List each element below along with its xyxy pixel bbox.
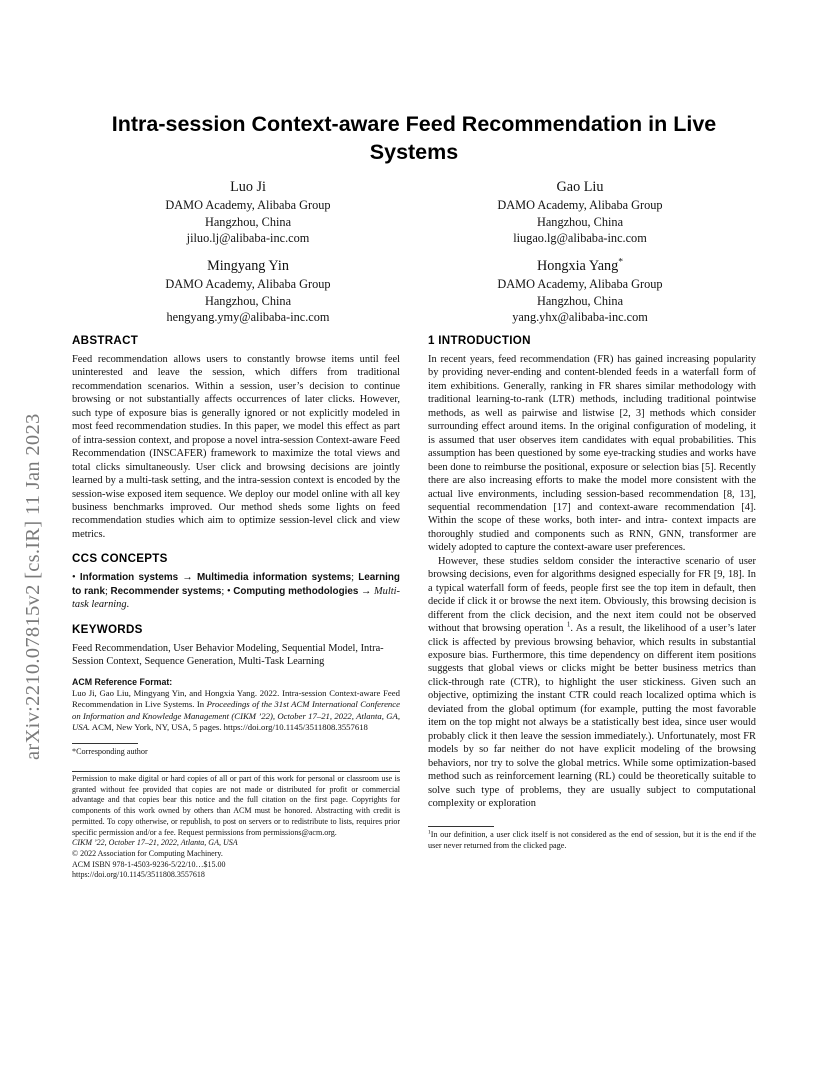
footnote	[428, 830, 756, 852]
ccs-heading: CCS CONCEPTS	[72, 552, 168, 566]
permission-block	[72, 774, 400, 881]
author-location: Hangzhou, China	[204, 214, 292, 229]
acm-reference	[72, 677, 400, 734]
permission-text: Permission to make digital or hard copies of all or part of this work for personal or classroom use is granted without fee provided that copies are not made or distributed for profit or commercial advantage and that copies bear this notice and the full citation on the first page. Copyrights for components of this work owned by others than ACM must be honored. Abstracting with credit is permitted. To copy otherwise, or republish, to post on servers or to redistribute to lists, requires prior specific permission and/or a fee. Request permissions from permissions@acm.org.	[72, 774, 400, 837]
footnote-marker: 1	[566, 620, 571, 629]
footnote-rule	[428, 826, 494, 827]
ccs-concepts: • Information systems → Multimedia information systems; Learning to rank; Recommender systems; • Computing methodologies → Multi-task learning.	[72, 572, 400, 611]
keywords-heading: KEYWORDS	[72, 622, 143, 636]
paper-title: Intra-session Context-aware Feed Recommendation in Live Systems	[111, 112, 717, 164]
arxiv-identifier: arXiv:2210.07815v2 [cs.IR] 11 Jan 2023	[22, 413, 44, 760]
abstract-heading: ABSTRACT	[72, 334, 139, 347]
author-email: liugao.lg@alibaba-inc.com	[513, 231, 647, 245]
permission-rule	[72, 771, 400, 772]
author-affiliation: DAMO Academy, Alibaba Group	[165, 277, 331, 291]
intro-paragraph-2: However, these studies seldom consider the interactive scenario of user browsing decisions, even for algorithms designed especially for FR [9, 18]. In a typical waterfall form of feeds, people first see the top item in default, then decide if click it or browse the next item. Obviously, this browsing decision is different from the click decision, and the next item could not be observed without that browsing operation $^1$. As a result, the likelihood of a user’s later click is affected by previous browsing behavior, which results in substantial exposure bias. Furthermore, this time dependency on different item positions suggests that global views or clicks might be better business metrics than click-through rate (CTR), to highlight the user stickiness. Given such an objective, optimizing the instant CTR could reach localized optima which is deviated from the global optimum (for example, putting the most favorable item on the top might not always be a statistically best idea, since user would probably click it then leave the session immediately.). Unfortunately, most FR models by so far neither do not have explicit modeling of the browsing behaviors, nor try to solve the global metrics. While some optimization-based method such as reinforcement learning (RL) could be theoretically suitable to solve such type of problems, they are usually subject to computational complexity or exploration	[428, 555, 756, 809]
footnote-text: In our definition, a user click itself is not considered as the end of session, but it is the end if the user never returned from the clicked page.	[428, 830, 756, 851]
author-location: Hangzhou, China	[204, 293, 292, 308]
right-column	[428, 334, 756, 852]
isbn-line: ACM ISBN 978-1-4503-9236-5/22/10…$15.00	[72, 859, 226, 869]
abstract-text: Feed recommendation allows users to constantly browse items until feel uninterested and leave the session, which differs from traditional recommendation scenarios. Within a session, user’s decision to continue browsing or not substantially affects occurrences of later clicks. However, such type of exposure bias is generally ignored or not explicitly modeled in most feed recommendation studies. In this paper, we model this effect as part of intra-session context, and propose a novel intra-session Context-aware Feed Recommendation (INSCAFER) framework to maximize the total views and total clicks simultaneously. User click and browsing decisions are jointly learned by a multi-task setting, and the intra-session context is encoded by the session-wise exposed item sequence. We deploy our model online with all key business benchmarks improved. Our method sheds some lights on feed recommendation studies which aim to optimize session-level click and view metrics.	[72, 354, 400, 540]
author-name: Mingyang Yin	[207, 258, 289, 274]
author-email: yang.yhx@alibaba-inc.com	[512, 310, 648, 324]
footnote-number: 1	[428, 829, 431, 836]
author-name: Gao Liu	[556, 179, 604, 195]
author-name: Hongxia Yang*	[536, 256, 624, 274]
author-email: jiluo.lj@alibaba-inc.com	[186, 231, 310, 245]
author-location: Hangzhou, China	[536, 214, 624, 229]
intro-paragraph-1: In recent years, feed recommendation (FR) has gained increasing popularity by providing never-ending and content-blended feeds in a waterfall form of item exhibitions. Generally, ranking in FR shares similar methodology with traditional learning-to-rank (LTR) methods, including traditional pointwise methods, as well as pairwise and listwise [2, 3] methods which consider surrounding effect around items. In the original configuration of modeling, it is assumed that user observes item candidates with equal probabilities. This assumption has been questioned by some eye-tracking studies and works have been done to reimburse the positional, exposure or selection bias [5]. Recently there are also increasing efforts to make the model more consistent with the actual live environments, including session-based recommendation [8, 13], sequential recommendation [17] and context-aware recommendation [4]. Within the scope of these works, both inter- and intra- context impacts are thoroughly studied and components such as RNN, GNN, transformer are widely adopted to capture the context-aware user preferences.	[428, 354, 756, 554]
footnote-rule	[72, 743, 138, 744]
doi-link[interactable]: https://doi.org/10.1145/3511808.3557618	[72, 870, 205, 880]
author-block	[440, 178, 720, 247]
conference-line: CIKM ’22, October 17–21, 2022, Atlanta, GA, USA	[72, 838, 238, 848]
acm-reference-label: ACM Reference Format:	[72, 676, 173, 687]
acm-reference-text: Luo Ji, Gao Liu, Mingyang Yin, and Hongxia Yang. 2022. Intra-session Context-aware Feed Recommendation in Live Systems. In Proceedings of the 31st ACM International Conference on Information and Knowledge Management (CIKM ’22), October 17–21, 2022, Atlanta, GA, USA. ACM, New York, NY, USA, 5 pages. https://doi.org/10.1145/3511808.3557618	[72, 688, 400, 733]
author-email: hengyang.ymy@alibaba-inc.com	[166, 310, 330, 324]
author-affiliation: DAMO Academy, Alibaba Group	[497, 277, 663, 291]
corresponding-author-note: *Corresponding author	[72, 746, 148, 756]
author-affiliation: DAMO Academy, Alibaba Group	[497, 198, 663, 212]
corresponding-marker: *	[618, 256, 624, 268]
left-column	[72, 334, 400, 881]
author-name: Luo Ji	[230, 179, 266, 195]
author-block	[108, 178, 388, 247]
author-affiliation: DAMO Academy, Alibaba Group	[165, 198, 331, 212]
author-location: Hangzhou, China	[536, 293, 624, 308]
author-block	[440, 257, 720, 326]
copyright-line: © 2022 Association for Computing Machinery.	[72, 848, 223, 858]
keywords-text: Feed Recommendation, User Behavior Modeling, Sequential Model, Intra-Session Context, Sequence Generation, Multi-Task Learning	[72, 642, 384, 668]
introduction-heading: 1 INTRODUCTION	[428, 334, 531, 347]
author-block	[108, 257, 388, 326]
